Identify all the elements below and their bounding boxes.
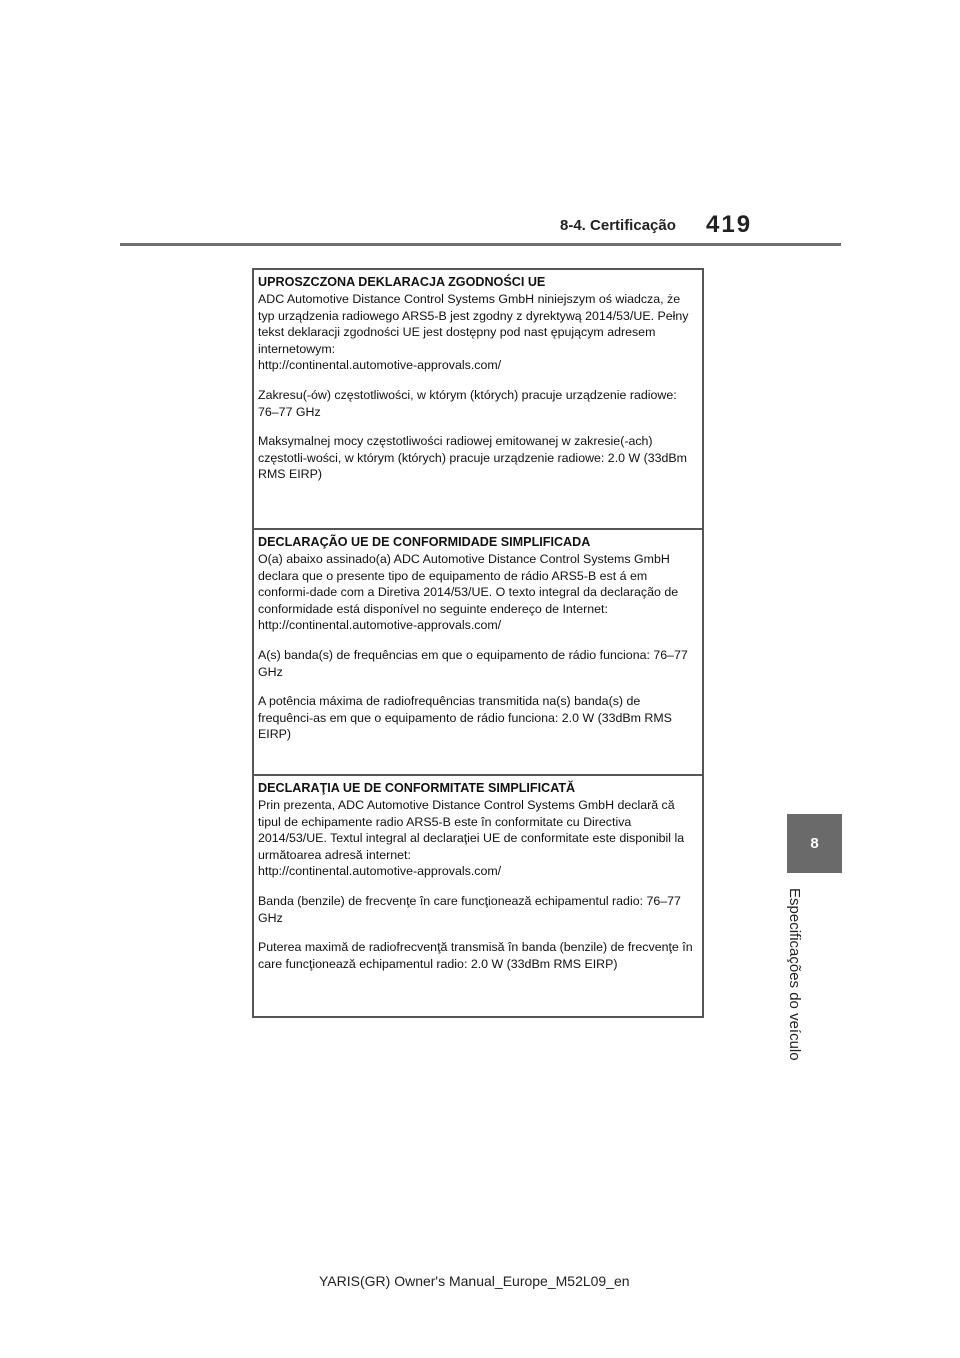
- header-divider: [120, 243, 841, 246]
- declaration-polish: [254, 270, 702, 528]
- footer-manual-id: YARIS(GR) Owner's Manual_Europe_M52L09_en: [319, 1273, 630, 1289]
- declaration-power: Puterea maximă de radiofrecvenţă transmisă în banda (benzile) de frecvenţe în care funcţionează echipamentul radio: 2.0 W (33dBm RMS EIRP): [258, 940, 693, 971]
- declaration-url: http://continental.automotive-approvals.com/: [258, 864, 502, 879]
- chapter-title: Especificações do veículo: [786, 888, 803, 1061]
- declaration-frequency: Zakresu(-ów) częstotliwości, w którym (których) pracuje urządzenie radiowe: 76–77 GHz: [258, 387, 677, 419]
- declaration-title: DECLARAÇÃO UE DE CONFORMIDADE SIMPLIFICADA: [258, 535, 591, 549]
- page-number: 419: [706, 211, 753, 238]
- declaration-romanian: [254, 774, 702, 1018]
- certification-box: [252, 268, 704, 1018]
- declaration-frequency: A(s) banda(s) de frequências em que o equipamento de rádio funciona: 76–77 GHz: [258, 647, 688, 679]
- section-title: 8-4. Certificação: [560, 217, 676, 234]
- declaration-power: A potência máxima de radiofrequências transmitida na(s) banda(s) de frequênci-as em que o equipamento de rádio funciona: 2.0 W (33dBm RMS EIRP): [258, 694, 672, 742]
- declaration-url: http://continental.automotive-approvals.com/: [258, 618, 502, 633]
- declaration-url: http://continental.automotive-approvals.com/: [258, 358, 502, 373]
- declaration-intro: O(a) abaixo assinado(a) ADC Automotive Distance Control Systems GmbH declara que o presente tipo de equipamento de rádio ARS5-B est á em conformi-dade com a Diretiva 2014/53/UE. O texto integral da declaração de conformidade está disponível no seguinte endereço de Internet:: [258, 552, 679, 616]
- declaration-power: Maksymalnej mocy częstotliwości radiowej emitowanej w zakresie(-ach) częstotli-wości, w którym (których) pracuje urządzenie radiowe: 2.0 W (33dBm RMS EIRP): [258, 434, 687, 482]
- chapter-tab[interactable]: [787, 814, 842, 873]
- declaration-intro: ADC Automotive Distance Control Systems GmbH niniejszym oś wiadcza, że typ urządzenia radiowego ARS5-B jest zgodny z dyrektywą 2014/53/UE. Pełny tekst deklaracji zgodności UE jest dostępny pod nast ępującym adresem internetowym:: [258, 292, 689, 356]
- declaration-title: UPROSZCZONA DEKLARACJA ZGODNOŚCI UE: [258, 275, 546, 289]
- declaration-frequency: Banda (benzile) de frecvenţe în care funcţionează echipamentul radio: 76–77 GHz: [258, 893, 681, 925]
- chapter-number: 8: [810, 835, 819, 852]
- declaration-intro: Prin prezenta, ADC Automotive Distance Control Systems GmbH declară că tipul de echipamente radio ARS5-B este în conformitate cu Directiva 2014/53/UE. Textul integral al declaraţiei UE de conformitate este disponibil la următoarea adresă internet:: [258, 798, 685, 862]
- declaration-title: DECLARAŢIA UE DE CONFORMITATE SIMPLIFICATĂ: [258, 781, 576, 795]
- declaration-portuguese: [254, 528, 702, 774]
